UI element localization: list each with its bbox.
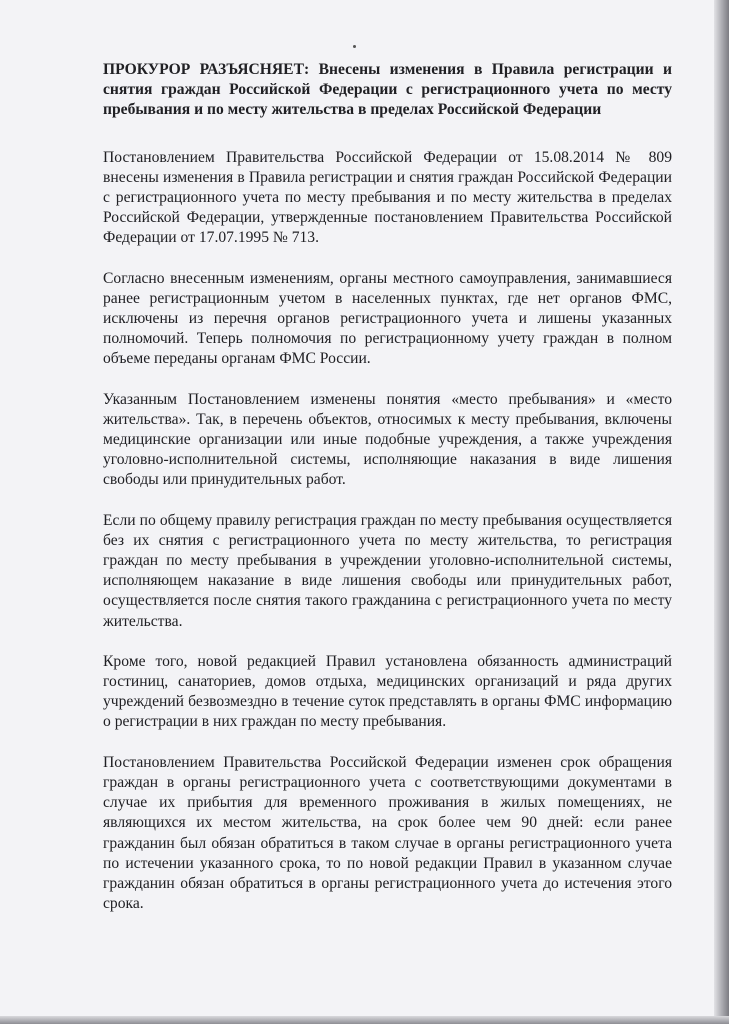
document-title: ПРОКУРОР РАЗЪЯСНЯЕТ: Внесены изменения в Правила регистрации и снятия граждан Российской Федерации с регистрационного учета по месту пребывания и по месту жительства в пределах Российской Федерации <box>103 61 672 119</box>
paragraph-2: Согласно внесенным изменениям, органы местного самоуправления, занимавшиеся ранее регистрационным учетом в населенных пунктах, где нет органов ФМС, исключены из перечня органов регистрационного учета и лишены указанных полномочий. Теперь полномочия по регистрационному учету граждан в полном объеме переданы органам ФМС России. <box>103 269 672 368</box>
document-body <box>103 60 672 934</box>
paragraph-6: Постановлением Правительства Российской Федерации изменен срок обращения граждан в органы регистрационного учета с соответствующими документами в случае их прибытия для временного проживания в жилых помещениях, не являющихся их местом жительства, на срок более чем 90 дней: если ранее гражданин был обязан обратиться в таком случае в органы регистрационного учета по истечении указанного срока, то по новой редакции Правил в указанном случае гражданин обязан обратиться в органы регистрационного учета до истечения этого срока. <box>103 753 672 913</box>
scan-speck <box>353 45 356 48</box>
scanner-bottom-shadow <box>0 1016 729 1024</box>
scanner-edge-shadow <box>714 0 729 1024</box>
paragraph-3: Указанным Постановлением изменены понятия «место пребывания» и «место жительства». Так, в перечень объектов, относимых к месту пребывания, включены медицинские организации или иные подобные учреждения, а также учреждения уголовно-исполнительной системы, исполняющие наказания в виде лишения свободы или принудительных работ. <box>103 390 672 489</box>
paragraph-5: Кроме того, новой редакцией Правил установлена обязанность администраций гостиниц, санаториев, домов отдыха, медицинских организаций и ряда других учреждений безвозмездно в течение суток представлять в органы ФМС информацию о регистрации в них граждан по месту пребывания. <box>103 652 672 731</box>
paragraph-1: Постановлением Правительства Российской Федерации от 15.08.2014 № 809 внесены изменения в Правила регистрации и снятия граждан Российской Федерации с регистрационного учета по месту пребывания и по месту жительства в пределах Российской Федерации, утвержденные постановлением Правительства Российской Федерации от 17.07.1995 № 713. <box>103 148 672 247</box>
paragraph-4: Если по общему правилу регистрация граждан по месту пребывания осуществляется без их снятия с регистрационного учета по месту жительства, то регистрация граждан по месту пребывания в учреждении уголовно-исполнительной системы, исполняющем наказание в виде лишения свободы или принудительных работ, осуществляется после снятия такого гражданина с регистрационного учета по месту жительства. <box>103 511 672 630</box>
